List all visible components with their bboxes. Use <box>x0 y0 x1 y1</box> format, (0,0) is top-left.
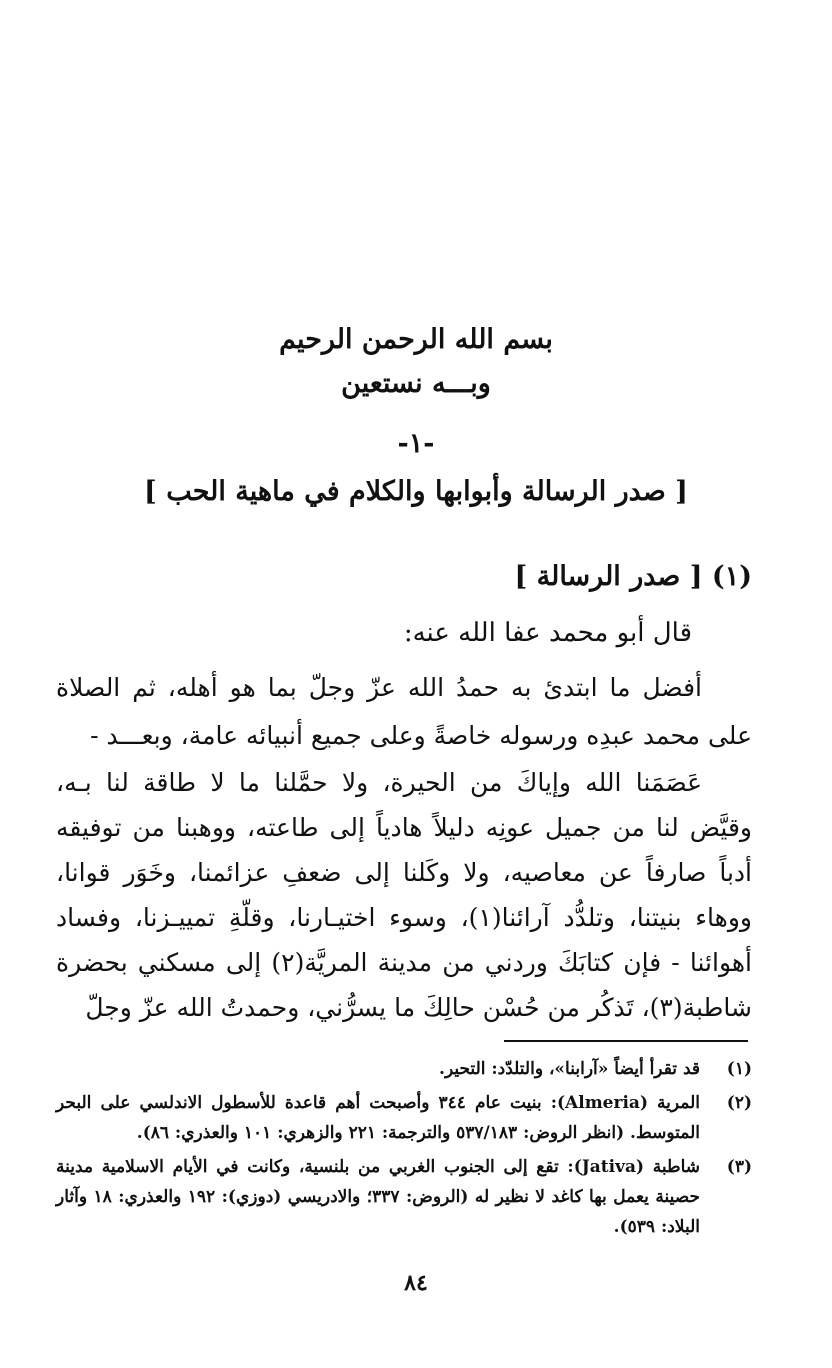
footnote-marker: (٢) <box>726 1093 752 1113</box>
chapter-number: -١- <box>397 428 435 459</box>
footnote-text: المرية (Almeria): بنيت عام ٣٤٤ وأصبحت أهم قاعدة للأسطول الاندلسي على البحر المتوسط. (انظر الروض: ٥٣٧/١٨٣ والترجمة: ٢٢١ والزهري: ١٠١ والعذري: ٨٦). <box>56 1093 701 1143</box>
chapter-title: [ صدر الرسالة وأبوابها والكلام في ماهية الحب ] <box>144 476 688 507</box>
footnote-item <box>56 1152 752 1242</box>
footnote-item <box>56 1088 752 1148</box>
footnote-text: شاطبة (Jativa): تقع إلى الجنوب الغربي من بلنسية، وكانت في الأيام الاسلامية مدينة حصينة يعمل بها كاغد لا نظير له (الروض: ٣٣٧؛ والادريسي (دوزي): ١٩٢ والعذري: ١٨ وآثار البلاد: ٥٣٩). <box>56 1157 700 1237</box>
footnote-item <box>56 1054 752 1084</box>
footnote-text: قد تقرأ أيضاً «آرابنا»، والتلدّد: التحير. <box>439 1059 700 1079</box>
invocation-line: وبـــه نستعين <box>341 368 491 399</box>
footnote-divider <box>504 1040 748 1042</box>
section-heading: (١) [ صدر الرسالة ] <box>514 561 752 592</box>
basmala-line: بسم الله الرحمن الرحيم <box>279 324 553 355</box>
page-number: ٨٤ <box>404 1270 428 1296</box>
footnotes <box>56 1054 752 1246</box>
footnote-marker: (١) <box>726 1059 752 1079</box>
paragraph-opening: أفضل ما ابتدئ به حمدُ الله عزّ وجلّ بما هو أهله، ثم الصلاة على محمد عبدِه ورسوله خاصةً وعلى جميع أنبيائه عامة، وبعـــد - <box>56 673 752 750</box>
paragraph-letter: عَصَمَنا الله وإياكَ من الحيرة، ولا حمَّلنا ما لا طاقة لنا بـه، وقيَّض لنا من جميل عونِه دليلاً هادياً إلى طاعته، ووهبنا من توفيقه أدباً صارفاً عن معاصيه، ولا وكَلنا إلى ضعفِ عزائمنا، وخَوَر قوانا، ووهاء بنيتنا، وتلدُّد آرائنا(١)، وسوء اختيـارنا، وقلّةِ تمييـزنا، وفساد أهوائنا - فإن كتابَكَ وردني من مدينة المريَّة(٢) إلى مسكني بحضرة شاطبة(٣)، تَذكُر من حُسْن حالِكَ ما يسرُّني، وحمدتُ الله عزّ وجلّ <box>56 768 753 1022</box>
footnote-marker: (٣) <box>726 1157 752 1177</box>
basmala-block <box>0 318 832 406</box>
intro-line: قال أبو محمد عفا الله عنه: <box>403 618 692 648</box>
